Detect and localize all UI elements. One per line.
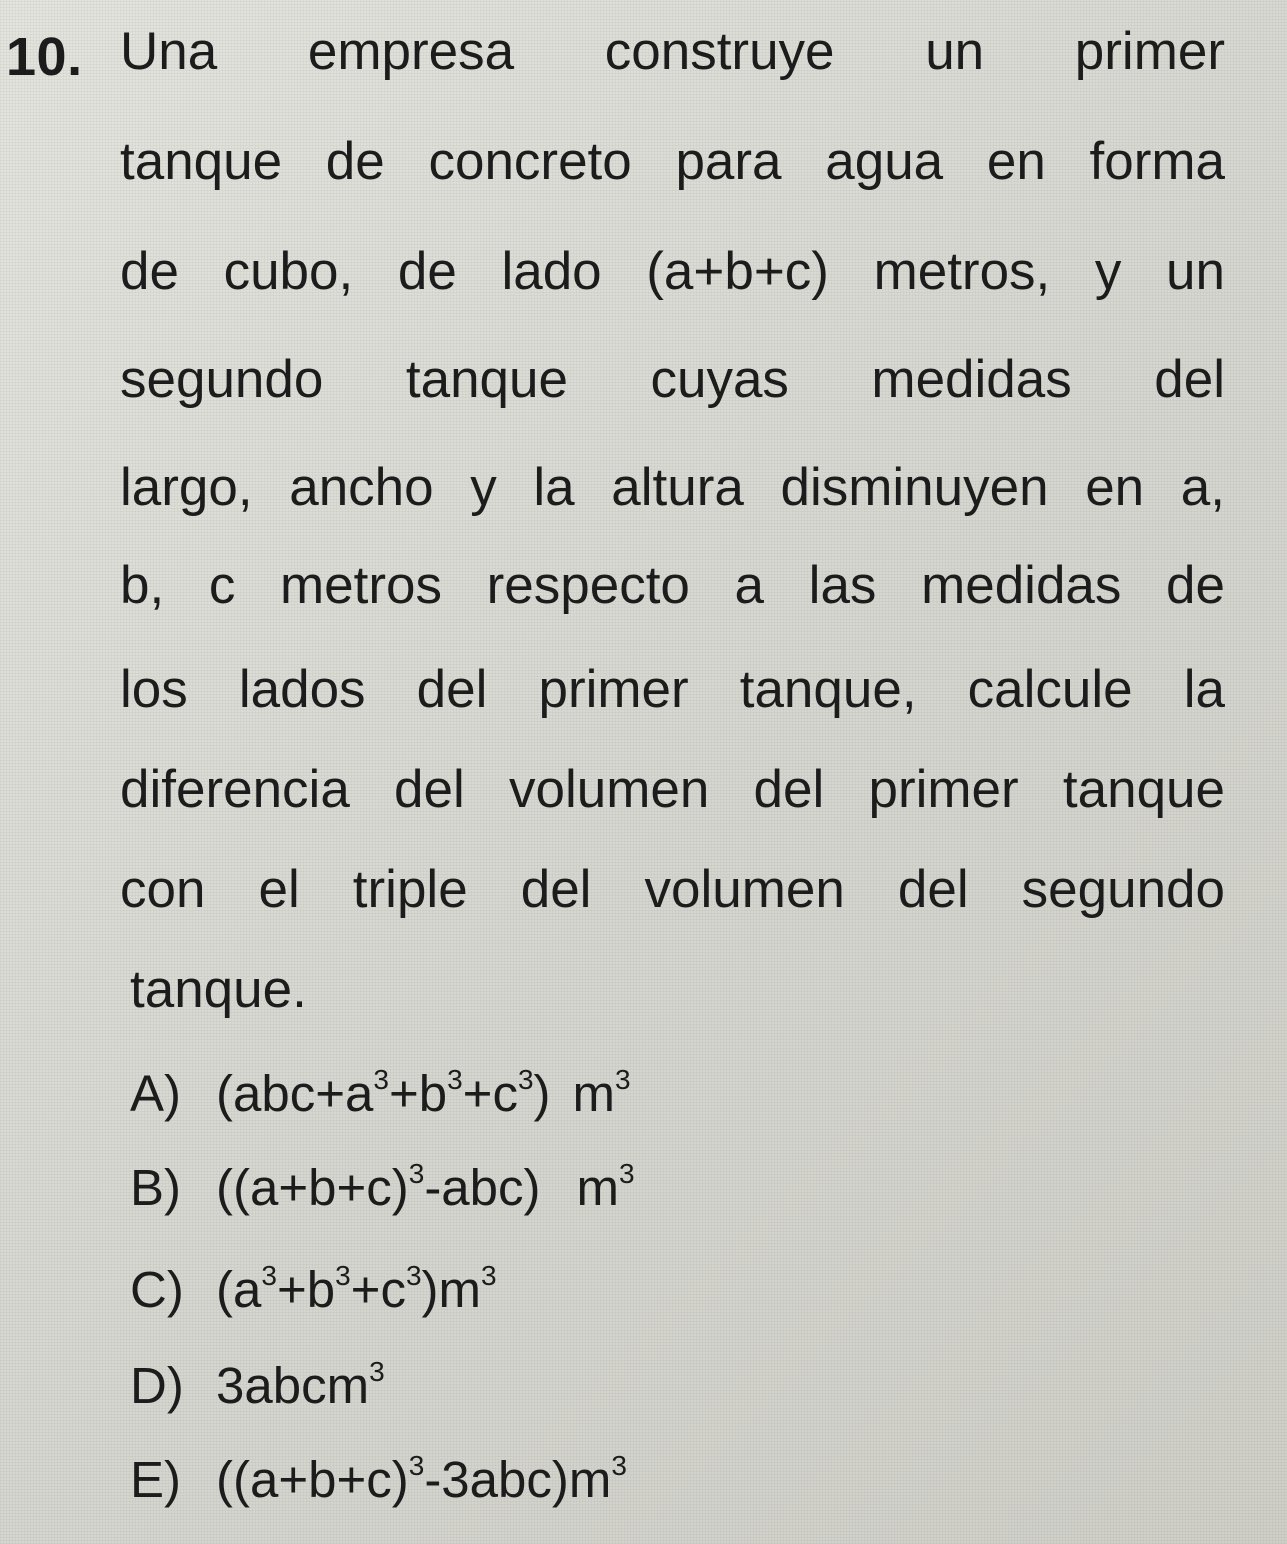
option-text: )m [421,1261,482,1318]
question-text-line: diferencia del volumen del primer tanque [120,760,1225,819]
question-number: 10. [6,27,83,87]
option-text: -3abc)m [424,1451,612,1508]
option-letter: C) [130,1261,184,1318]
option-letter: E) [130,1451,181,1508]
option-unit: m [572,1065,616,1122]
question-text-line: tanque de concreto para agua en forma [120,132,1225,191]
option-letter: B) [130,1159,181,1216]
option-text: ((a+b+c) [216,1159,409,1216]
question-text-line: largo, ancho y la altura disminuyen en a, [120,458,1225,517]
option-text: ) [533,1065,551,1122]
option-exponent: 3 [405,1260,422,1291]
question-text-line: de cubo, de lado (a+b+c) metros, y un [120,242,1225,301]
option-d[interactable] [130,1356,385,1416]
option-exponent: 3 [335,1260,351,1291]
option-exponent: 3 [517,1064,534,1095]
option-text: (abc+a [216,1065,374,1122]
question-text-line: los lados del primer tanque, calcule la [120,660,1225,719]
option-unit-exponent: 3 [619,1158,635,1189]
option-text: +c [462,1065,518,1122]
question-text-line: tanque. [130,960,307,1019]
option-unit-exponent: 3 [369,1356,385,1387]
option-letter: D) [130,1357,184,1414]
option-text: +b [276,1261,336,1318]
option-exponent: 3 [373,1064,389,1095]
question-text-line: Una empresa construye un primer [120,22,1225,81]
option-text: +b [388,1065,448,1122]
option-text: -abc) [424,1159,541,1216]
question-text-line: con el triple del volumen del segundo [120,860,1225,919]
question-text-line: segundo tanque cuyas medidas del [120,350,1225,409]
option-text: (a [216,1261,262,1318]
option-exponent: 3 [447,1064,463,1095]
option-text: ((a+b+c) [216,1451,409,1508]
option-c[interactable] [130,1260,497,1320]
option-unit: m [576,1159,620,1216]
option-unit-exponent: 3 [481,1260,497,1291]
option-text: 3abcm [216,1357,370,1414]
option-e[interactable] [130,1450,627,1510]
option-exponent: 3 [408,1158,425,1189]
option-exponent: 3 [408,1450,425,1481]
option-exponent: 3 [261,1260,277,1291]
option-text: +c [350,1261,406,1318]
option-unit-exponent: 3 [615,1064,631,1095]
option-unit-exponent: 3 [611,1450,627,1481]
question-text-line: b, c metros respecto a las medidas de [120,556,1225,615]
option-a[interactable] [130,1064,631,1124]
option-letter: A) [130,1065,181,1122]
option-b[interactable] [130,1158,635,1218]
